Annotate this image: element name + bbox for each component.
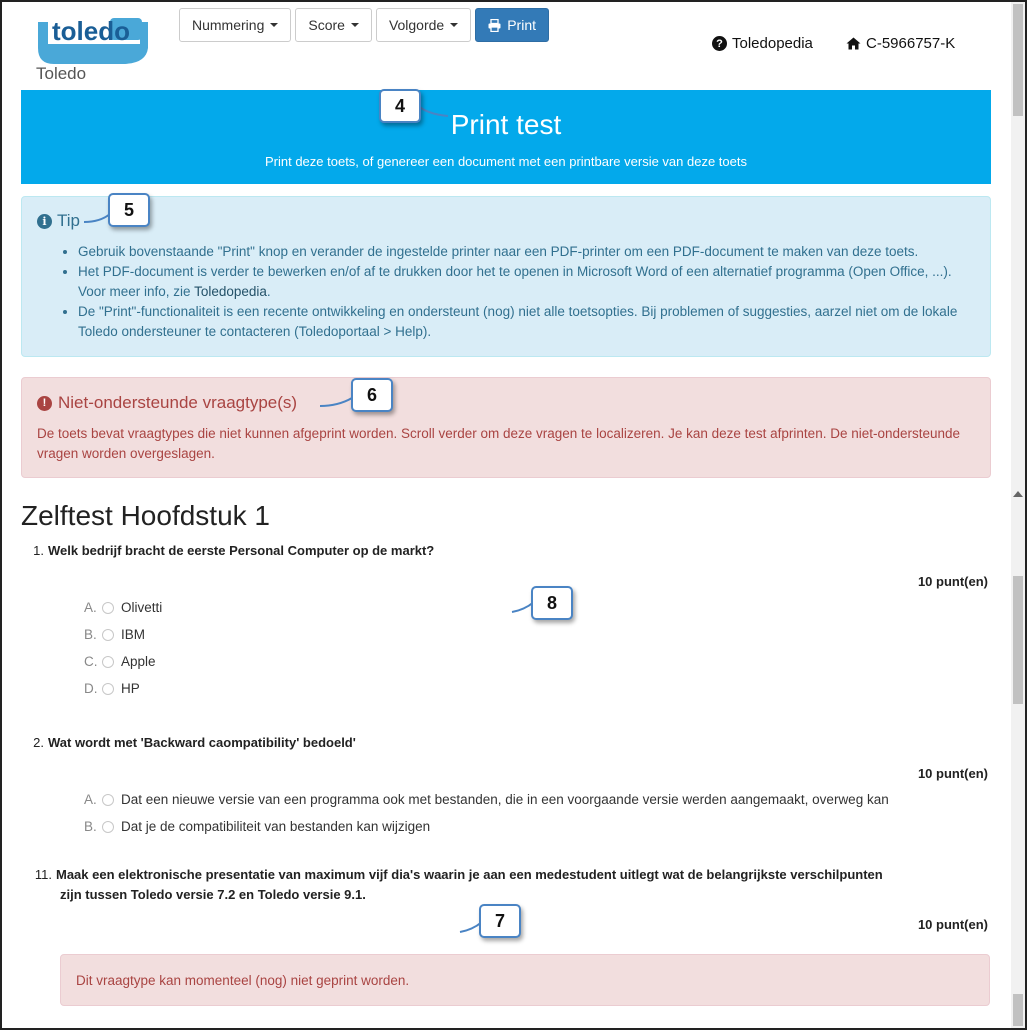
option-letter: C. [84, 654, 98, 669]
question-1 [24, 541, 434, 561]
caret-down-icon [270, 23, 278, 27]
test-title: Zelftest Hoofdstuk 1 [21, 500, 271, 531]
option-text: Dat een nieuwe versie van een programma ook met bestanden, die in een voorgaande versie werden aangemaakt, overweg kan [121, 792, 889, 807]
toolbar [179, 8, 549, 42]
radio-button[interactable] [102, 794, 114, 806]
scrollbar-thumb[interactable] [1013, 4, 1023, 116]
question-2 [24, 733, 356, 753]
question-circle-icon: ? [712, 36, 727, 51]
tip-list [78, 242, 974, 342]
radio-button[interactable] [102, 602, 114, 614]
tip-item [78, 262, 974, 302]
toledopedia-label: Toledopedia [732, 35, 813, 52]
course-code: C-5966757-K [866, 35, 956, 52]
question-text-line1: Maak een elektronische presentatie van maximum vijf dia's waarin je aan een medestudent uitlegt wat de belangrijkste verschilpunten [56, 867, 883, 882]
question-11 [24, 865, 883, 885]
option-text: Olivetti [121, 600, 163, 615]
info-circle-icon: i [37, 214, 52, 229]
caret-down-icon [351, 23, 359, 27]
toledopedia-link[interactable] [712, 35, 813, 52]
question-points: 10 punt(en) [917, 574, 988, 589]
print-button[interactable] [475, 8, 549, 42]
option-letter: A. [84, 792, 97, 807]
question-number: 11. [34, 867, 52, 882]
tip-item: • De "Print"-functionaliteit is een recente ontwikkeling en ondersteunt (nog) niet alle toetsopties. Bij problemen of suggesties, aarzel niet om de lokale Toledo ondersteuner te contacteren (Toledoportaal > Help). [78, 302, 974, 342]
exclamation-circle-icon: ! [37, 396, 52, 411]
page-title: Print test [450, 109, 562, 140]
option-text: IBM [121, 627, 146, 642]
option-text: Apple [121, 654, 156, 669]
score-dropdown[interactable] [295, 8, 372, 42]
vertical-scrollbar[interactable] [1011, 2, 1025, 1028]
page-banner [21, 90, 991, 184]
toledo-logo[interactable] [36, 14, 150, 66]
question-points: 10 punt(en) [917, 917, 988, 932]
callout-pointer [316, 392, 356, 412]
home-icon [846, 37, 861, 50]
tip-item: • Gebruik bovenstaande "Print" knop en verander de ingestelde printer naar een PDF-printer om een PDF-document te maken van deze toets. [78, 242, 974, 262]
question-text: Welk bedrijf bracht de eerste Personal Computer op de markt? [48, 543, 435, 558]
option-letter: D. [84, 681, 98, 696]
score-label: Score [308, 17, 345, 33]
option-letter: B. [84, 819, 97, 834]
warning-body: De toets bevat vraagtypes die niet kunnen afgeprint worden. Scroll verder om deze vragen te localizeren. Je kan deze test afprinten. De niet-ondersteunde vragen worden overgeslagen. [37, 426, 961, 461]
answer-option[interactable] [84, 600, 162, 615]
order-label: Volgorde [388, 17, 445, 33]
scrollbar-thumb-lower[interactable] [1013, 576, 1023, 704]
page-subtitle: Print deze toets, of genereer een document met een printbare versie van deze toets [264, 154, 747, 169]
answer-option[interactable] [84, 792, 889, 807]
tip-title: Tip [57, 211, 80, 230]
radio-button[interactable] [102, 821, 114, 833]
question-number: 1. [33, 543, 44, 558]
tip-item-text: Het PDF-document is verder te bewerken en/of af te drukken door het te openen in Microsoft Word of een alternatief programma (Open Office, ...). Voor meer info, zie [78, 264, 952, 299]
radio-button[interactable] [102, 656, 114, 668]
toledopedia-inline-link[interactable]: Toledopedia [194, 284, 267, 299]
unsupported-question-notice: Dit vraagtype kan momenteel (nog) niet geprint worden. [60, 954, 990, 1006]
option-letter: A. [84, 600, 97, 615]
answer-option[interactable] [84, 627, 145, 642]
question-number: 2. [33, 735, 44, 750]
question-text: Wat wordt met 'Backward caompatibility' bedoeld' [48, 735, 356, 750]
callout-badge: 5 [108, 193, 150, 227]
option-text: HP [121, 681, 140, 696]
callout-badge: 7 [479, 904, 521, 938]
numbering-dropdown[interactable] [179, 8, 291, 42]
question-text-line2: zijn tussen Toledo versie 7.2 en Toledo versie 9.1. [60, 887, 366, 902]
printer-icon [488, 19, 501, 32]
callout-badge: 6 [351, 378, 393, 412]
answer-option[interactable] [84, 654, 156, 669]
course-home-link[interactable] [846, 35, 955, 52]
scrollbar-thumb-bottom[interactable] [1013, 994, 1023, 1026]
numbering-label: Nummering [192, 17, 265, 33]
warning-title: Niet-ondersteunde vraagtype(s) [58, 393, 298, 412]
caret-down-icon [450, 23, 458, 27]
option-letter: B. [84, 627, 97, 642]
answer-option[interactable] [84, 681, 140, 696]
radio-button[interactable] [102, 683, 114, 695]
callout-badge: 4 [379, 89, 421, 123]
scroll-up-arrow-icon[interactable] [1013, 491, 1023, 497]
logo-caption: Toledo [36, 64, 87, 83]
tip-heading [37, 211, 80, 231]
option-text: Dat je de compatibiliteit van bestanden kan wijzigen [121, 819, 431, 834]
tip-panel [21, 196, 991, 357]
tip-item-suffix: . [266, 284, 271, 299]
warning-heading [37, 393, 297, 413]
print-label: Print [507, 17, 537, 33]
unsupported-warning-panel [21, 377, 991, 478]
logo-text: toledo [52, 16, 130, 46]
order-dropdown[interactable] [376, 8, 471, 42]
answer-option[interactable] [84, 819, 430, 834]
callout-badge: 8 [531, 586, 573, 620]
radio-button[interactable] [102, 629, 114, 641]
question-points: 10 punt(en) [917, 766, 988, 781]
